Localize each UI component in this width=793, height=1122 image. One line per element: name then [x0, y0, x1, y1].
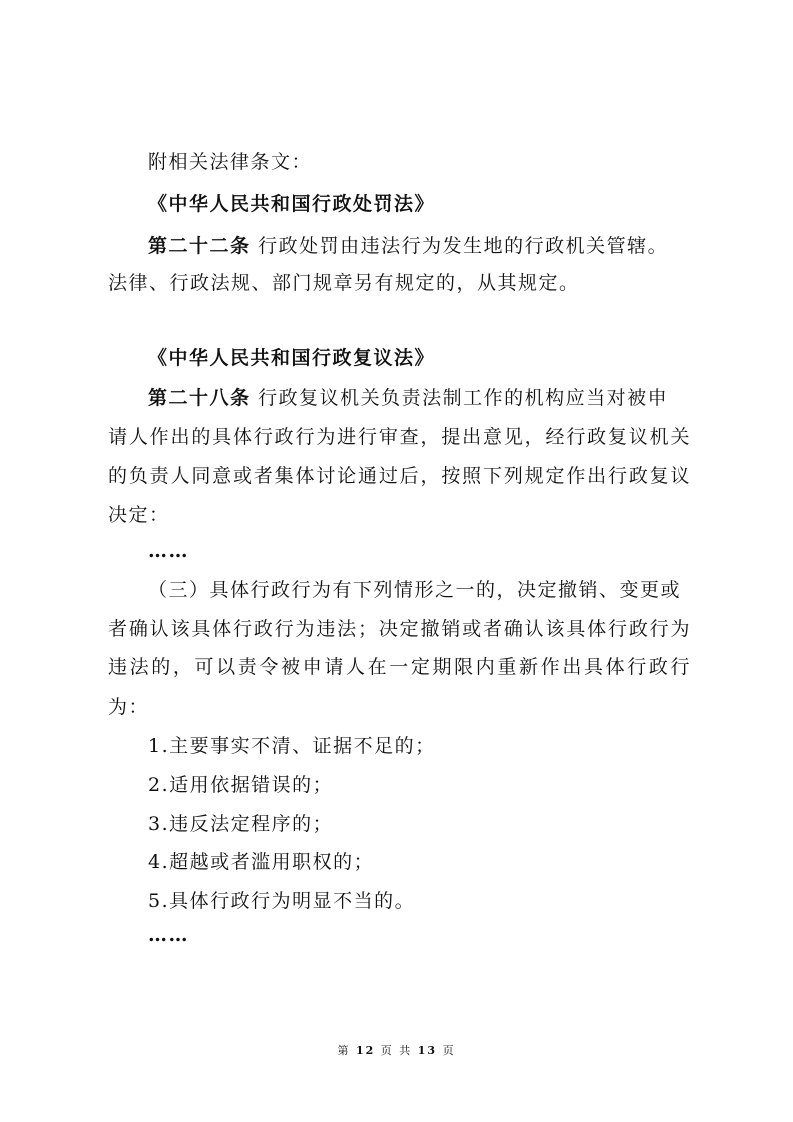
- intro-text: 附相关法律条文：: [148, 151, 313, 173]
- ellipsis-2: ……: [148, 924, 189, 946]
- item-3-line-2: 者确认该具体行政行为违法；决定撤销或者确认该具体行政行为: [108, 618, 691, 640]
- article-28-first-line: [148, 386, 668, 410]
- footer-total-pages: 13: [417, 1044, 438, 1057]
- sub-item-4: 4.超越或者滥用职权的；: [148, 851, 375, 873]
- law-title-administrative-reconsideration: 《中华人民共和国行政复议法》: [148, 347, 436, 369]
- footer-middle: 页 共: [380, 1044, 413, 1057]
- footer-prefix: 第: [337, 1044, 351, 1057]
- article-28-label: 第二十八条: [148, 387, 251, 409]
- law-title-administrative-penalty: 《中华人民共和国行政处罚法》: [148, 193, 436, 215]
- article-28-text-line-1: 行政复议机关负责法制工作的机构应当对被申: [258, 387, 669, 409]
- article-22-text: 行政处罚由违法行为发生地的行政机关管辖。: [258, 235, 669, 257]
- footer-suffix: 页: [442, 1044, 456, 1057]
- item-3-line-1: （三）具体行政行为有下列情形之一的，决定撤销、变更或: [148, 579, 682, 601]
- article-22-label: 第二十二条: [148, 235, 251, 257]
- page-footer: [0, 1042, 793, 1058]
- sub-item-1: 1.主要事实不清、证据不足的；: [148, 735, 436, 757]
- article-28-text-line-4: 决定：: [108, 504, 170, 526]
- item-3-line-3: 违法的，可以责令被申请人在一定期限内重新作出具体行政行: [108, 656, 691, 678]
- article-28-text-line-3: 的负责人同意或者集体讨论通过后，按照下列规定作出行政复议: [108, 465, 691, 487]
- footer-current-page: 12: [355, 1044, 376, 1057]
- ellipsis-1: ……: [148, 540, 189, 562]
- item-3-line-4: 为：: [108, 696, 150, 718]
- article-22-second-line: 法律、行政法规、部门规章另有规定的，从其规定。: [108, 272, 580, 294]
- sub-item-2: 2.适用依据错误的；: [148, 774, 334, 796]
- article-28-text-line-2: 请人作出的具体行政行为进行审查，提出意见，经行政复议机关: [108, 426, 691, 448]
- sub-item-5: 5.具体行政行为明显不当的。: [148, 890, 416, 912]
- sub-item-3: 3.违反法定程序的；: [148, 813, 334, 835]
- article-22-first-line: [148, 234, 668, 258]
